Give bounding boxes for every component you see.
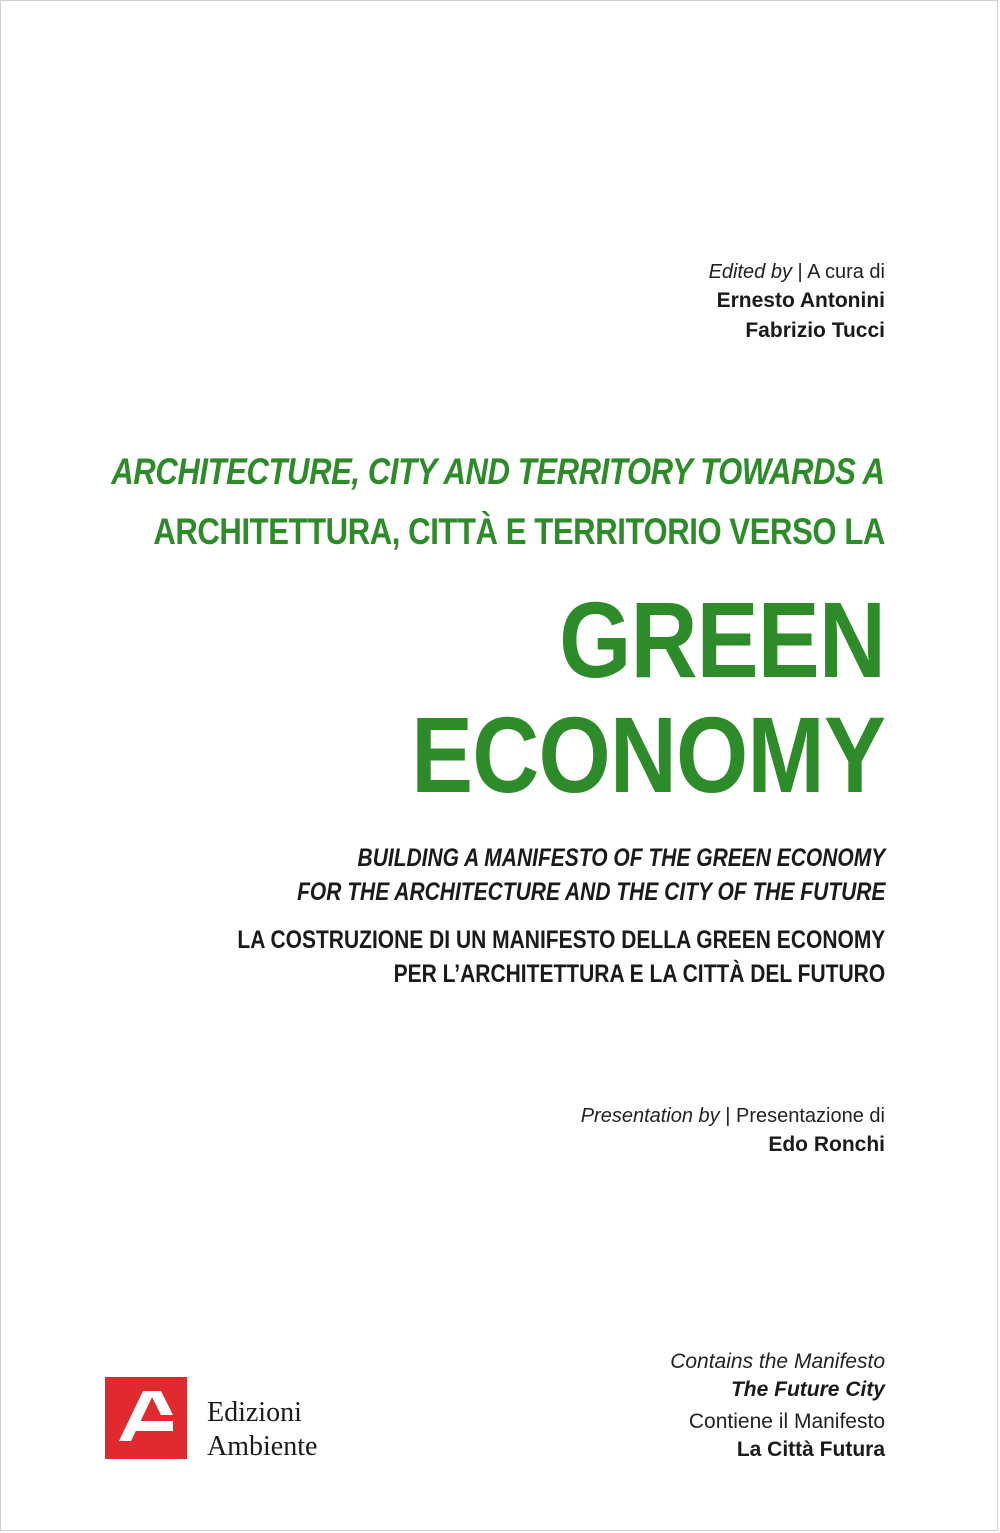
publisher-logo-icon [105,1377,187,1459]
description-it-line1: LA COSTRUZIONE DI UN MANIFESTO DELLA GREEN ECONOMY [237,926,885,954]
presenter-name: Edo Ronchi [768,1133,885,1156]
editors-label [709,261,885,284]
editors-label-italic: Edited by [708,261,792,283]
description-en-line2: FOR THE ARCHITECTURE AND THE CITY OF THE FUTURE [296,878,885,906]
manifesto-contains-it: Contiene il Manifesto [688,1410,885,1433]
main-title-line1: GREEN [558,579,885,700]
editor-name: Ernesto Antonini [716,289,885,312]
editor-name: Fabrizio Tucci [745,319,885,342]
publisher-name-line1: Edizioni [207,1397,302,1428]
description-en-line1: BUILDING A MANIFESTO OF THE GREEN ECONOMY [357,844,885,872]
manifesto-title-en: The Future City [730,1378,885,1401]
presentation-label [581,1105,885,1128]
editors-label-plain: | A cura di [797,261,885,283]
presentation-label-italic: Presentation by [580,1105,720,1127]
subtitle-english: ARCHITECTURE, CITY AND TERRITORY TOWARDS A [111,451,885,492]
manifesto-contains-en: Contains the Manifesto [670,1350,885,1373]
subtitle-italian: ARCHITETTURA, CITTÀ E TERRITORIO VERSO LA [153,511,885,552]
description-it-line2: PER L’ARCHITETTURA E LA CITTÀ DEL FUTURO [393,960,885,988]
publisher-name-line2: Ambiente [207,1431,318,1462]
main-title-line2: ECONOMY [411,694,885,815]
presentation-label-plain: | Presentazione di [725,1105,885,1127]
manifesto-title-it: La Città Futura [736,1438,885,1461]
